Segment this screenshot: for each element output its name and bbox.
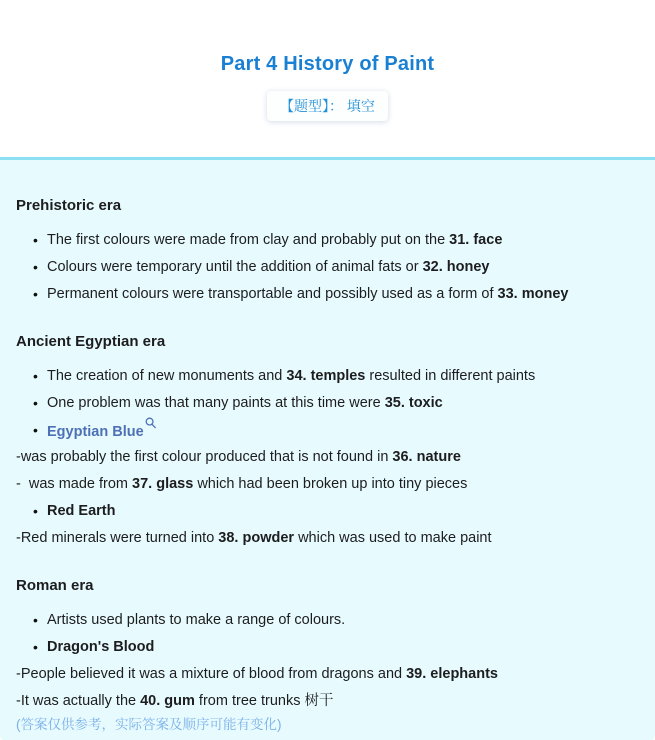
line-text [16, 693, 334, 709]
plain-text: Colours were temporary until the addition of animal fats or [47, 259, 423, 275]
line-text [47, 498, 116, 525]
dash-line [16, 688, 639, 715]
dash-line [16, 661, 639, 688]
answers-panel [0, 157, 655, 740]
header [0, 0, 655, 121]
plain-text: -was probably the first colour produced that is not found in [16, 449, 393, 465]
bullet-icon: • [33, 503, 38, 519]
bullet-line [16, 281, 639, 308]
bullet-icon: • [33, 395, 38, 411]
footnote: (答案仅供参考，实际答案及顺序可能有变化) [16, 717, 282, 732]
bullet-line [16, 607, 639, 634]
bullet-line [16, 417, 639, 444]
answer-text: 36. nature [392, 449, 461, 465]
line-text [47, 254, 489, 281]
dash-line [16, 444, 639, 471]
answer-text: 34. temples [286, 368, 366, 384]
line-text [16, 449, 461, 465]
line-text [47, 390, 443, 417]
question-type-badge: 【题型】： 填空 [267, 91, 388, 121]
plain-text: One problem was that many paints at this time were [47, 395, 385, 411]
sections [16, 198, 639, 715]
answer-text: 35. toxic [384, 395, 443, 411]
line-text [47, 607, 345, 634]
page-title: Part 4 History of Paint [220, 53, 435, 75]
answer-text: 40. gum [140, 693, 195, 709]
term-link[interactable]: Egyptian Blue [47, 424, 144, 440]
bullet-icon: • [33, 259, 38, 275]
line-text [47, 281, 568, 308]
answer-text: 32. honey [422, 259, 490, 275]
plain-text: - was made from [16, 476, 133, 492]
bullet-line [16, 254, 639, 281]
bullet-icon: • [33, 422, 38, 438]
plain-text: The creation of new monuments and [47, 368, 287, 384]
plain-text: resulted in different paints [365, 368, 536, 384]
bullet-line [16, 363, 639, 390]
answer-text: 31. face [449, 232, 503, 248]
plain-text: Artists used plants to make a range of colours. [47, 612, 346, 628]
search-icon[interactable] [145, 417, 156, 429]
dash-line [16, 471, 639, 498]
bullet-icon: • [33, 368, 38, 384]
plain-text: -It was actually the [16, 693, 141, 709]
bullet-icon: • [33, 232, 38, 248]
line-text [16, 530, 492, 546]
line-text [16, 666, 498, 682]
answer-text: 37. glass [132, 476, 194, 492]
plain-text: which had been broken up into tiny pieces [193, 476, 468, 492]
bullet-line [16, 634, 639, 661]
plain-text: Permanent colours were transportable and possibly used as a form of [47, 286, 498, 302]
plain-text: which was used to make paint [294, 530, 492, 546]
answer-text: 39. elephants [406, 666, 498, 682]
bullet-icon: • [33, 612, 38, 628]
line-text [47, 363, 535, 390]
plain-text: The first colours were made from clay and probably put on the [47, 232, 450, 248]
plain-text: from tree trunks 树干 [194, 693, 334, 709]
dash-line [16, 525, 639, 552]
bullet-icon: • [33, 286, 38, 302]
answer-text: 38. powder [218, 530, 295, 546]
section-heading: Roman era [16, 577, 94, 594]
plain-text: -Red minerals were turned into [16, 530, 219, 546]
line-text [47, 227, 502, 254]
bullet-line [16, 498, 639, 525]
section-heading: Prehistoric era [16, 197, 122, 214]
answer-text: Red Earth [47, 503, 116, 519]
bullet-line [16, 227, 639, 254]
section-heading: Ancient Egyptian era [16, 333, 166, 350]
bullet-icon: • [33, 639, 38, 655]
answer-text: 33. money [497, 286, 569, 302]
answer-text: Dragon's Blood [47, 639, 155, 655]
plain-text: -People believed it was a mixture of blood from dragons and [16, 666, 407, 682]
bullet-line [16, 390, 639, 417]
line-text [47, 417, 156, 444]
line-text [47, 634, 154, 661]
line-text [16, 476, 467, 492]
